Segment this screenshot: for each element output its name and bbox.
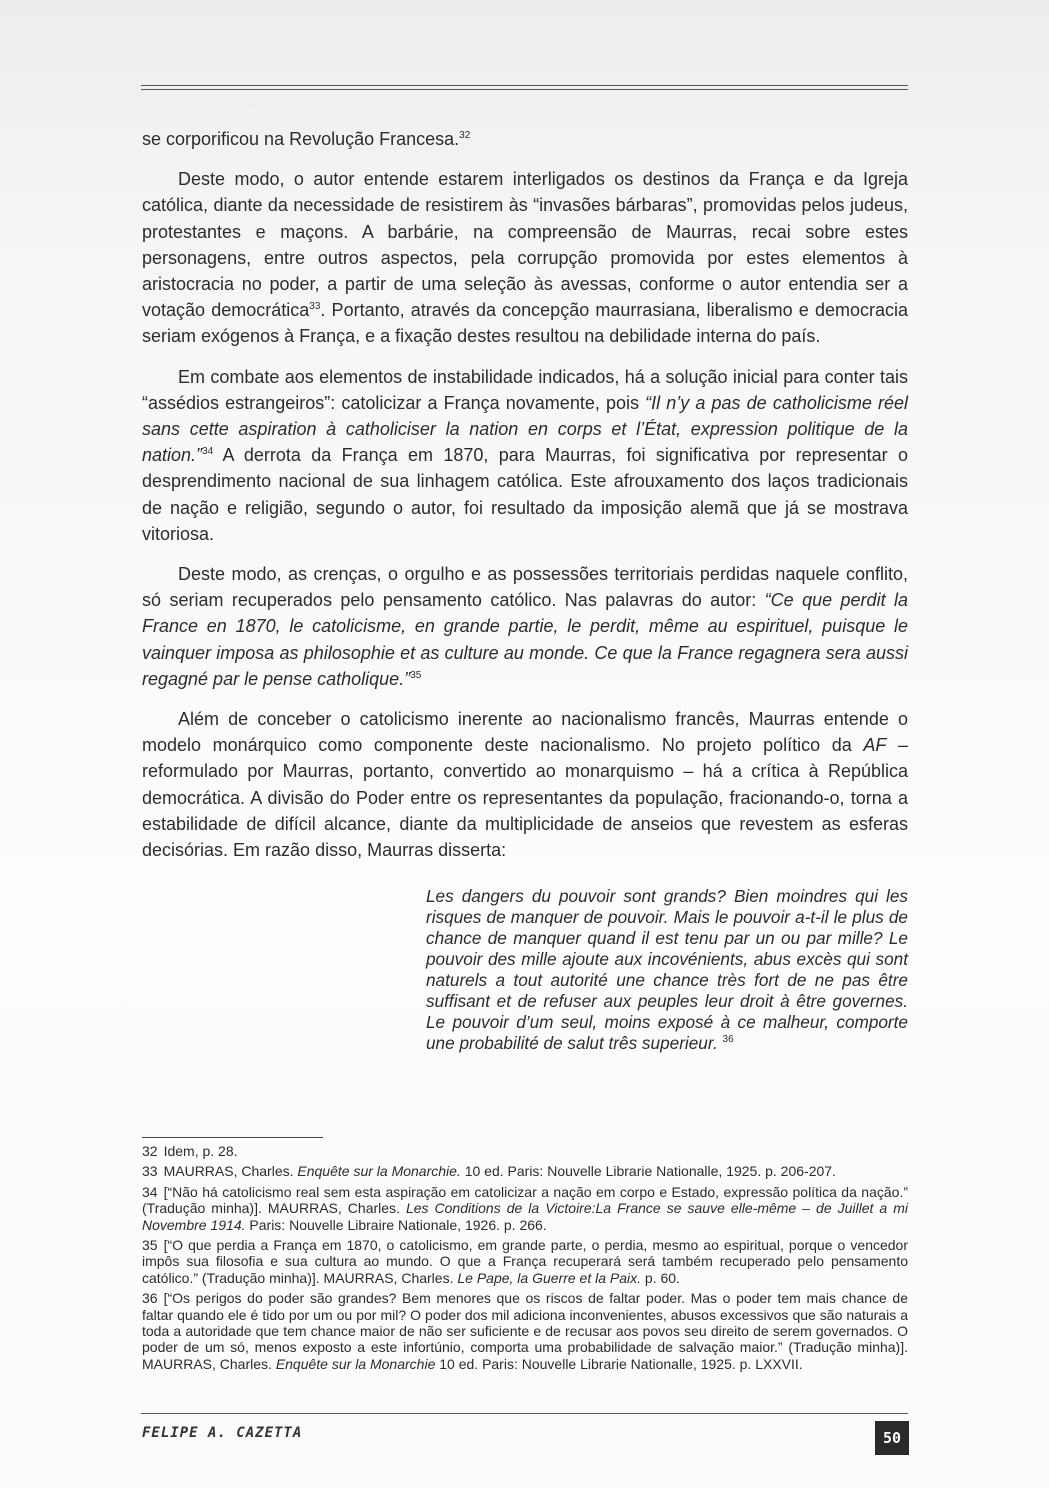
footnote: 33 MAURRAS, Charles. Enquête sur la Monarchie. 10 ed. Paris: Nouvelle Librarie Nationalle, 1925. p. 206-207. (142, 1163, 836, 1180)
footnote-ref[interactable]: 33 (309, 301, 321, 313)
footnote-ref[interactable]: 34 (202, 446, 214, 458)
acronym: AF (863, 735, 887, 756)
footnote: 32 Idem, p. 28. (142, 1143, 238, 1159)
paragraph: Deste modo, o autor entende estarem interligados os destinos da França e da Igreja católica, diante da necessidade de resistirem às “invasões bárbaras”, promovidas pelos judeus, protestantes e maçons. A barbárie, na compreensão de Maurras, recai sobre estes personagens, entre outros aspectos, pela corrupção promovida por estes elementos à aristocracia no poder, a partir de uma seleção às avessas, conforme o autor entendia ser a votação democrática$^{33}$. Portanto, através da concepção maurrasiana, liberalismo e democracia seriam exógenos à França, e a fixação destes resultou na debilidade interna do país. (142, 169, 909, 347)
footnote-ref[interactable]: 36 (722, 1034, 734, 1045)
footer-rule (141, 1413, 908, 1414)
paragraph: se corporificou na Revolução Francesa.$^{32}$ (142, 129, 471, 149)
footnote: 34 [“Não há catolicismo real sem esta aspiração em catolicizar a nação em corpo e Estado, expressão política da nação.” (Tradução minha)]. MAURRAS, Charles. Les Conditions de la Victoire:La France se sauve elle-même – de Juillet a mi Novembre 1914. Paris: Nouvelle Libraire Nationale, 1926. p. 266. (142, 1183, 908, 1233)
author-name: FELIPE A. CAZETTA (142, 1425, 303, 1441)
header-rule-top (141, 85, 908, 86)
footnote-separator (142, 1137, 323, 1138)
footnote-ref[interactable]: 32 (459, 130, 471, 141)
body-text (142, 126, 908, 877)
paragraph: Além de conceber o catolicismo inerente ao nacionalismo francês, Maurras entende o modelo monárquico como componente deste nacionalismo. No projeto político da AF – reformulado por Maurras, portanto, convertido ao monarquismo – há a crítica à República democrática. A divisão do Poder entre os representantes da população, fracionando-o, torna a estabilidade de difícil alcance, diante da multiplicidade de anseios que revestem as esferas decisórias. Em razão disso, Maurras disserta: (142, 709, 909, 861)
inline-quote: “Ce que perdit la France en 1870, le catolicisme, en grande partie, le perdit, même au espirituel, puisque le vainquer imposa as philosophie et as culture au monde. Ce que la France regagnera sera aussi regagné par le pense catholique.” (142, 590, 909, 689)
footnote-ref[interactable]: 35 (410, 669, 422, 681)
page-number-badge: 50 (875, 1421, 909, 1455)
paragraph: Em combate aos elementos de instabilidade indicados, há a solução inicial para conter tais “assédios estrangeiros”: catolicizar a França novamente, pois “Il n’y a pas de catholicisme réel sans cette aspiration à catholiciser la nation en corps et l’État, expression politique de la nation.”$^{34}$ A derrota da França em 1870, para Maurras, foi significativa por representar o desprendimento nacional de sua linhagem católica. Este afrouxamento dos laços tradicionais de nação e religião, segundo o autor, foi resultado da imposição alemã que já se mostrava vitoriosa. (142, 366, 908, 544)
header-rule-bottom (141, 89, 908, 90)
block-quote: Les dangers du pouvoir sont grands? Bien moindres qui les risques de manquer de pouvoir. Mais le pouvoir a-t-il le plus de chance de manquer quand il est tenu par un ou par mille? Le pouvoir des mille ajoute aux incovénients, abus excès qui sont naturels a tout autorité une chance très fort de ne pas être suffisant et de refuser aux peuples leur droit à être governes. Le pouvoir d’um seul, moins exposé à ce malheur, comporte une probabilité de salut três superieur. $^{36}$ (426, 886, 908, 1053)
inline-quote: “Il n’y a pas de catholicisme réel sans cette aspiration à catholiciser la nation en corps et l’État, expression politique de la nation.” (142, 392, 908, 466)
footnote: 36 [“Os perigos do poder são grandes? Bem menores que os riscos de faltar poder. Mas o poder tem mais chance de faltar quando ele é tido por um ou por mil? O poder dos mil adiciona inconvenientes, abusos excessivos que são naturais a toda a autoridade que tem chance maior de não ser suficiente e de recusar aos povos seu direito de serem governados. O poder de um só, menos exposto a este infortúnio, comporta uma probabilidade de salvação maior.” (Tradução minha)]. MAURRAS, Charles. Enquête sur la Monarchie 10 ed. Paris: Nouvelle Librarie Nationalle, 1925. p. LXXVII. (142, 1290, 908, 1372)
footnotes (142, 1143, 908, 1376)
paragraph: Deste modo, as crenças, o orgulho e as possessões territoriais perdidas naquele conflito, só seriam recuperados pelo pensamento católico. Nas palavras do autor: “Ce que perdit la France en 1870, le catolicisme, en grande partie, le perdit, même au espirituel, puisque le vainquer imposa as philosophie et as culture au monde. Ce que la France regagnera sera aussi regagné par le pense catholique.”$^{35}$ (142, 564, 909, 689)
footnote: 35 [“O que perdia a França em 1870, o catolicismo, em grande parte, o perdia, mesmo ao espiritual, porque o vencedor impôs sua filosofia e sua cultura ao mundo. O que a França recuperará será também recuperado pelo pensamento católico.” (Tradução minha)]. MAURRAS, Charles. Le Pape, la Guerre et la Paix. p. 60. (142, 1237, 908, 1286)
